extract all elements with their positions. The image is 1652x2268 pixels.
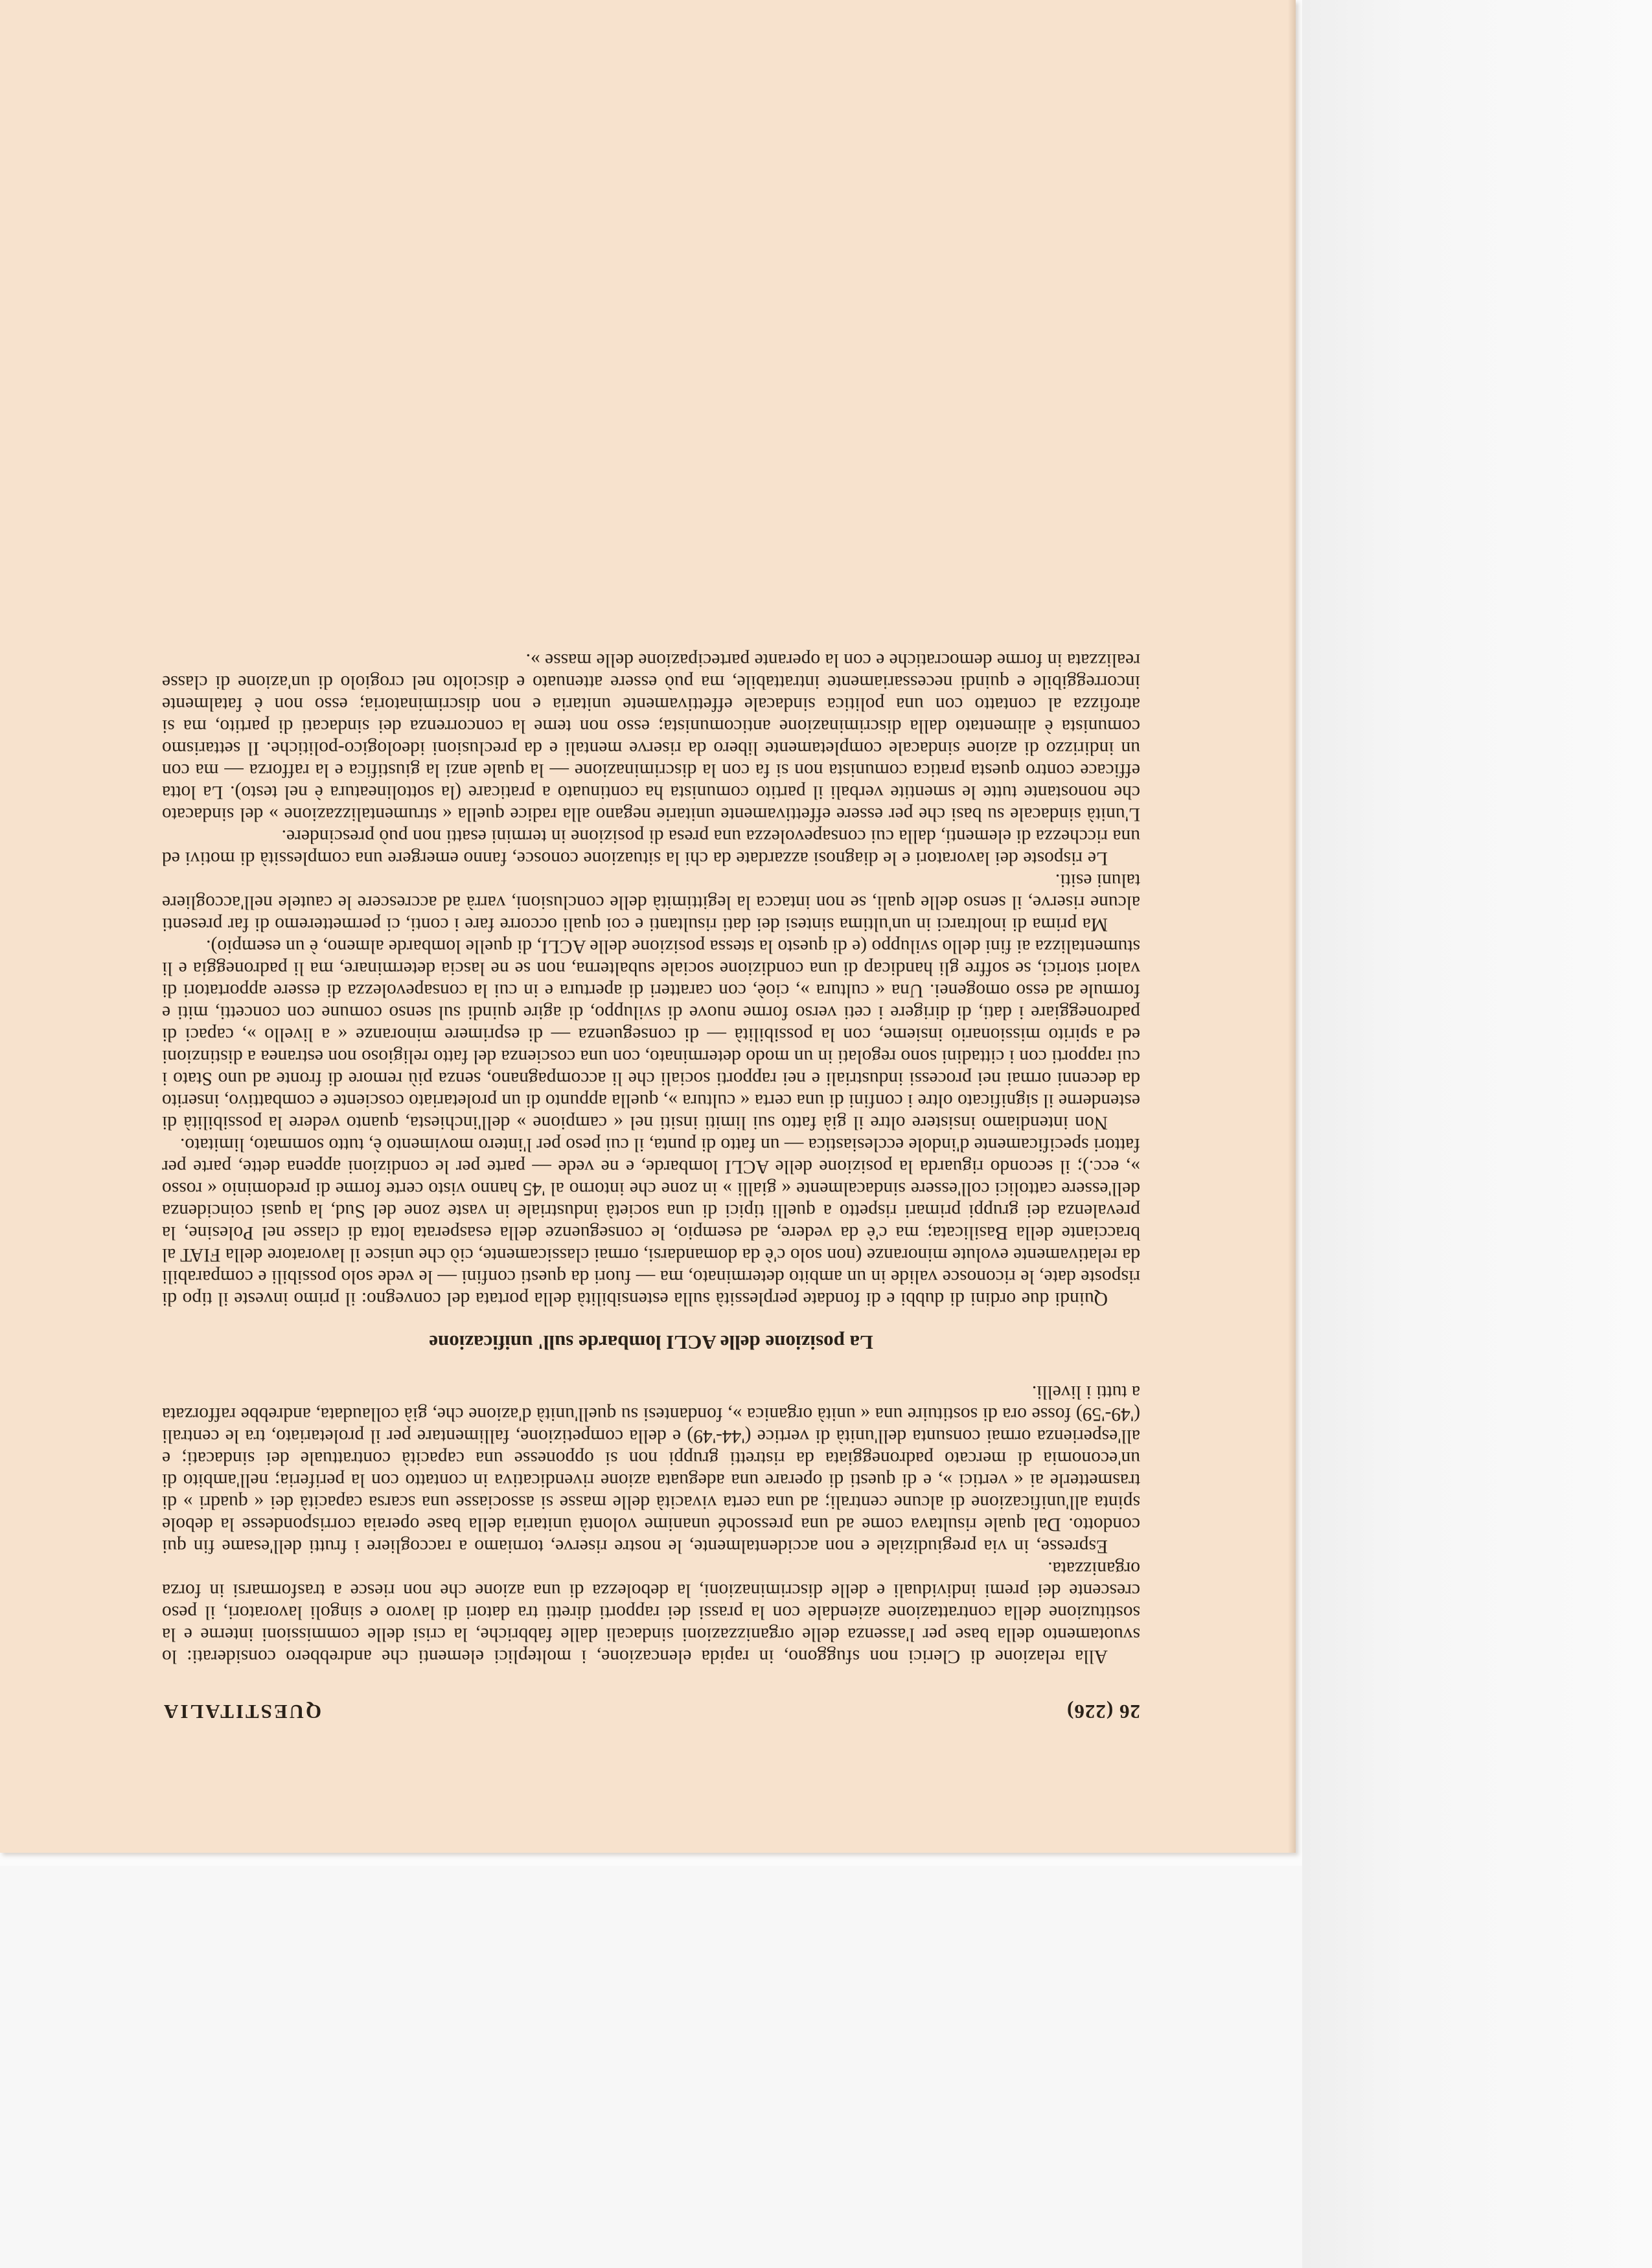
paragraph: L'unità sindacale su basi che per essere effettivamente unitarie negano alla radice quella « strumentalizzazione » del sindacato che nonostante tutte le smentite verbali il partito comunista ha continuato a praticare (la sottolineatura è nel testo). La lotta efficace contro questa pratica comunista non si fa con la discriminazione — la quale anzi la giustifica e la rafforza — ma con un indirizzo di azione sindacale completamente libero da riserve mentali e da preclusioni ideologico-politiche. Il settarismo comunista è alimentato dalla discriminazione anticomunista; esso non teme la concorrenza dei sindacati di partito, ma si atrofizza al contatto con una politica sindacale effettivamente unitaria e non discriminatoria; esso non è fatalmente incorreggibile e quindi necessariamente intrattabile, ma può essere attenuato e disciolto nel crogiolo di un'azione di classe realizzata in forme democratiche e con la operante partecipazione delle masse ». <box>162 650 1140 825</box>
page-number: 26 (226) <box>1066 1701 1140 1723</box>
paragraph: Le risposte dei lavoratori e le diagnosi azzardate da chi la situazione conosce, fanno emergere una complessità di motivi ed una ricchezza di elementi, dalla cui consapevolezza una presa di posizione in termini esatti non può prescindere. <box>162 826 1140 869</box>
paragraph: Non intendiamo insistere oltre il già fatto sui limiti insiti nel « campione » dell'inchiesta, quanto vedere la possibilità di estenderne il significato oltre i confini di una certa « cultura », quella appunto di un proletariato cosciente e combattivo, inserito da decenni ormai nei processi industriali e nei rapporti sociali che li accompagnano, senza più remore di fronte ad uno Stato i cui rapporti con i cittadini sono regolati in un modo determinato, con una coscienza del fatto religioso non estranea a distinzioni ed a spirito missionario insieme, con la possibilità — di conseguenza — di esprimere minoranze « a livello », capaci di padroneggiare i dati, di dirigere i ceti verso forme nuove di sviluppo, di agire quindi sul senso comune con concetti, miti e formule ad esso omogenei. Una « cultura », cioè, con caratteri di apertura e in cui la consapevolezza di essere apportatori di valori storici, se soffre gli handicap di una condizione sociale subalterna, non se ne lascia determinare, ma li padroneggia e li stumentalizza ai fini dello sviluppo (e di questo la stessa posizione delle ACLI, di quelle lombarde almeno, è un esempio). <box>162 936 1140 1133</box>
scanner-background-bottom <box>0 1866 1302 2268</box>
scanner-background-right <box>1302 0 1652 2268</box>
paragraph: Quindi due ordini di dubbi e di fondate perplessità sulla estensibilità della portata del convegno: il primo investe il tipo di risposte date, le riconosce valide in un ambito determinato, ma — fuori da questi confini — le vede solo possibili e comparabili da relativamente evolute minoranze (non solo c'è da domandarsi, ormai classicamente, ciò che unisce il lavoratore della FIAT al bracciante della Basilicata; ma c'è da vedere, ad esempio, le conseguenze della esasperata lotta di classe nel Polesine, la prevalenza dei gruppi primari rispetto a quelli tipici di una società industriale in vaste zone del Sud, la quasi coincidenza dell'essere cattolici coll'essere sindacalmente « gialli » in zone che intorno al '45 hanno visto certe forme di predominio « rosso », ecc.); il secondo riguarda la posizione delle ACLI lombarde, e ne vede — parte per le condizioni appena dette, parte per fattori specificamente d'indole ecclesiastica — un fatto di punta, il cui peso per l'intero movimento è, tutto sommato, limitato. <box>162 1134 1140 1309</box>
paragraph: Espresse, in via pregiudiziale e non accidentalmente, le nostre riserve, torniamo a raccogliere i frutti dell'esame fin qui condotto. Dal quale risultava come ad una pressoché unanime volontà unitaria della base operaia corrispondesse la debole spinta all'unificazione di alcune centrali; ad una certa vivacità delle masse si associasse una scarsa capacità dei « quadri » di trasmetterle ai « vertici », e di questi di operare una adeguata azione rivendicativa in contatto con la periferia; nell'ambito di un'economia di mercato padroneggiata da ristretti gruppi non si opponesse una capacità contrattuale dei sindacati; e all'esperienza ormai consunta dell'unità di vertice ('44-'49) e della competizione, fallimentare per il proletariato, tra le centrali ('49-'59) fosse ora di sostituire una « unità organica », fondantesi su quell'unità d'azione che, già collaudata, andrebbe rafforzata a tutti i livelli. <box>162 1382 1140 1557</box>
paragraph: Alla relazione di Clerici non sfuggono, in rapida elencazione, i molteplici elementi che andrebbero considerati: lo svuotamento della base per l'assenza delle organizzazioni sindacali dalle fabbriche, la crisi delle commissioni interne e la sostituzione della contrattazione aziendale con la prassi dei rapporti diretti tra datori di lavoro e singoli lavoratori, il peso crescente dei premi individuali e delle discriminazioni, la debolezza di una azione che non riesce a trasformarsi in forza organizzata. <box>162 1558 1140 1667</box>
section-heading: La posizione delle ACLI lombarde sull' unificazione <box>429 1331 873 1354</box>
page-content <box>162 149 1140 1723</box>
running-head <box>162 1700 1140 1723</box>
journal-title: QUESTITALIA <box>162 1701 322 1723</box>
paragraph: Ma prima di inoltrarci in un'ultima sintesi dei dati risultanti e coi quali occorre fare i conti, ci permetteremo di far presenti alcune riserve, il senso delle quali, se non intacca la legittimità delle conclusioni, varrà ad accrescere le cautele nell'accogliere taluni esiti. <box>162 870 1140 935</box>
